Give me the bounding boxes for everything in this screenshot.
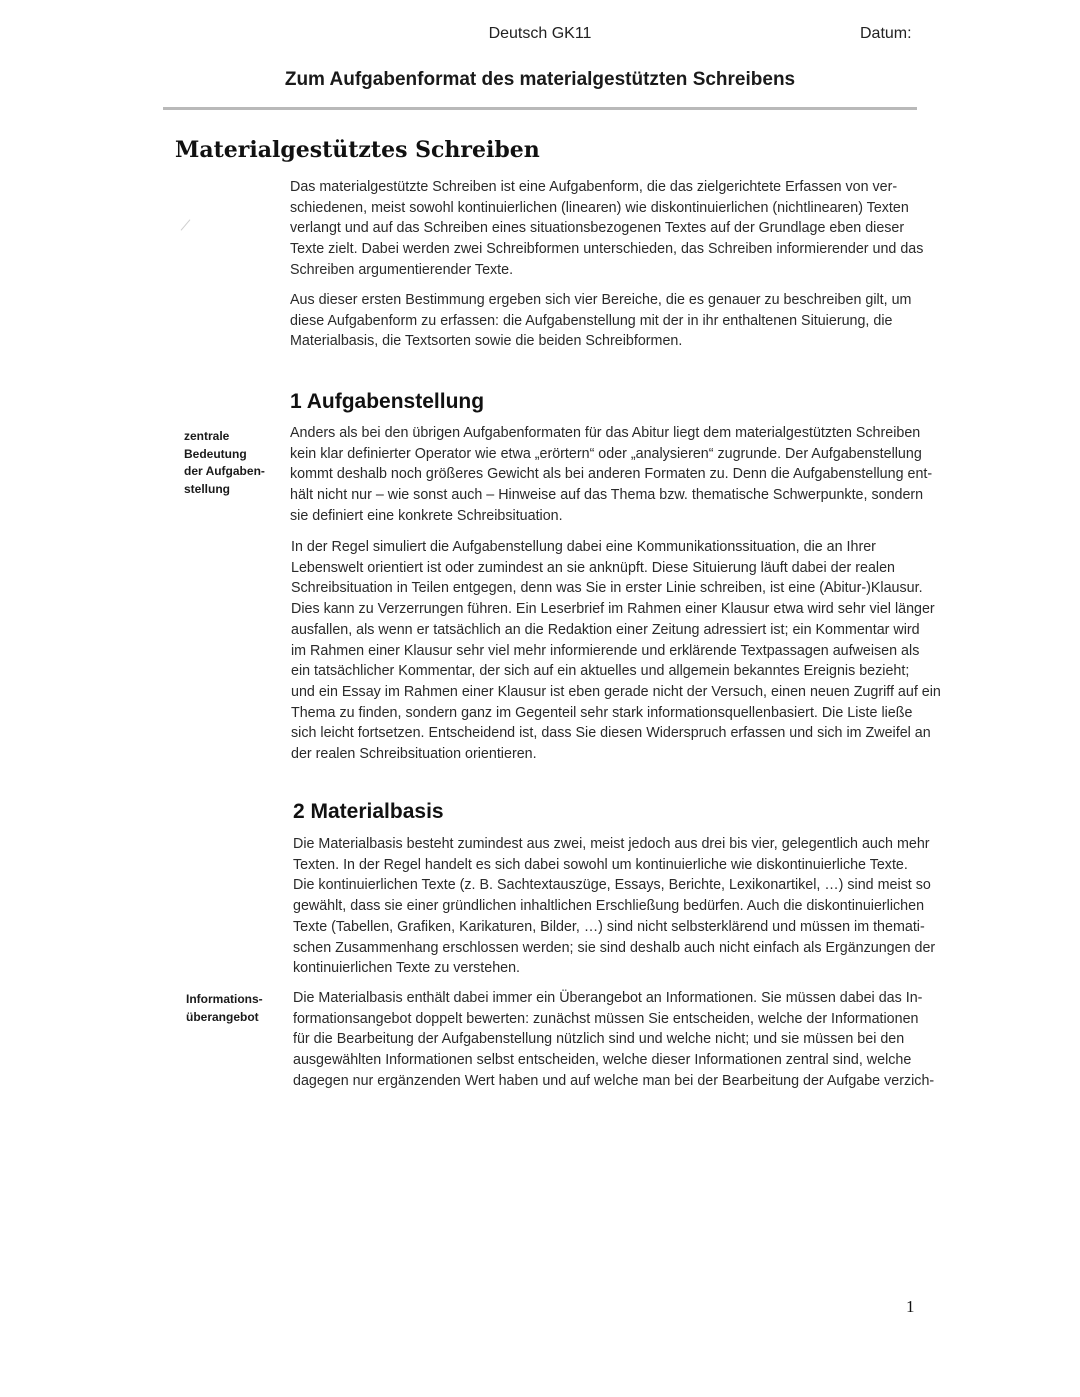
margin-note-aufgabenstellung: zentrale Bedeutung der Aufgaben- stellung [184, 429, 265, 496]
heading-materialbasis: 2 Materialbasis [293, 800, 444, 823]
heading-aufgabenstellung: 1 Aufgabenstellung [290, 390, 485, 413]
worksheet-title: Zum Aufgabenformat des materialgestützten Schreibens [284, 69, 796, 90]
pencil-mark [181, 219, 191, 230]
materialbasis-paragraph-1: Die Materialbasis besteht zumindest aus zwei, meist jedoch aus drei bis vier, gelegentlich auch mehr Texten. In der Regel handelt es sich dabei sowohl um kontinuierliche wie diskontinuierliche Texte. Die kontinuierlichen Texte (z. B. Sachtextauszüge, Essays, Berichte, Lexikonartikel, …) sind meist so gewählt, dass sie einer gründlichen inhaltlichen Erschließung bedürfen. Auch die diskontinuierlichen Texte (Tabellen, Grafiken, Karikaturen, Bilder, …) sind nicht selbsterklärend und müssen im themati- schen Zusammenhang erschlossen werden; sie sind deshalb auch nicht einfach als Ergänzungen der kontinuierlichen Texte zu verstehen. [293, 836, 936, 977]
header-divider [163, 107, 917, 110]
materialbasis-paragraph-2: Die Materialbasis enthält dabei immer ein Überangebot an Informationen. Sie müssen dabei das In- formationsangebot doppelt bewerten: zunächst müssen Sie entscheiden, welche der Informationen für die Bearbeitung der Aufgabenstellung nützlich sind und welche nicht; und sie müssen bei den ausgewählten Informationen selbst entscheiden, welche dieser Informationen zentral sind, welche dagegen nur ergänzenden Wert haben und auf welche man bei der Bearbeitung der Aufgabe verzich- [293, 990, 935, 1089]
aufgabenstellung-paragraph-2: In der Regel simuliert die Aufgabenstellung dabei eine Kommunikationssituation, die an Ihrer Lebenswelt orientiert ist oder zumindest an sie anknüpft. Diese Situierung läuft dabei der realen Schreibsituation in Teilen entgegen, denn was Sie in erster Linie schreiben, ist eine (Abitur-)Klausur. Dies kann zu Verzerrungen führen. Ein Leserbrief im Rahmen einer Klausur etwa wird sehr viel länger ausfallen, als wenn er tatsächlich an die Redaktion einer Zeitung adressiert ist; ein Kommentar wird im Rahmen einer Klausur sehr viel mehr informierende und erklärende Textpassagen aufweisen als ein tatsächlicher Kommentar, der sich auf ein aktuelles und allgemein bekanntes Ereignis bezieht; und ein Essay im Rahmen einer Klausur ist eben gerade nicht der Versuch, einen neuen Zugriff auf ein Thema zu finden, sondern ganz im Gegenteil sehr stark informationsquellenbasiert. Die Liste ließe sich leicht fortsetzen. Entscheidend ist, dass Sie diesen Widerspruch erfassen und sich im Zweifel an der realen Schreibsituation orientieren. [291, 539, 941, 763]
section-title: Materialgestütztes Schreiben [175, 137, 540, 163]
date-label: Datum: [860, 25, 912, 42]
intro-paragraph-1: Das materialgestützte Schreiben ist eine Aufgabenform, die das zielgerichtete Erfassen von ver- schiedenen, meist sowohl kontinuierlichen (linearen) wie diskontinuierlichen (nichtlinearen) Texten verlangt und auf das Schreiben eines situationsbezogenen Textes auf der Grundlage eben dieser Texte zielt. Dabei werden zwei Schreibformen unterschieden, das Schreiben informierender und das Schreiben argumentierender Texte. [290, 179, 924, 278]
aufgabenstellung-paragraph-1: Anders als bei den übrigen Aufgabenformaten für das Abitur liegt dem materialgestützten Schreiben kein klar definierter Operator wie etwa „erörtern“ oder „analysieren“ zugrunde. Der Aufgabenstellung kommt deshalb noch größeres Gewicht als bei anderen Formaten zu. Denn die Aufgabenstellung ent- hält nicht nur – wie sonst auch – Hinweise auf das Thema bzw. thematische Schwerpunkte, sondern sie definiert eine konkrete Schreibsituation. [290, 425, 933, 524]
margin-note-materialbasis: Informations- überangebot [186, 992, 263, 1024]
page-number: 1 [906, 1297, 915, 1316]
intro-paragraph-2: Aus dieser ersten Bestimmung ergeben sich vier Bereiche, die es genauer zu beschreiben gilt, um diese Aufgabenform zu erfassen: die Aufgabenstellung mit der in ihr enthaltenen Situierung, die Materialbasis, die Textsorten sowie die beiden Schreibformen. [290, 292, 912, 350]
course-label: Deutsch GK11 [488, 25, 592, 42]
